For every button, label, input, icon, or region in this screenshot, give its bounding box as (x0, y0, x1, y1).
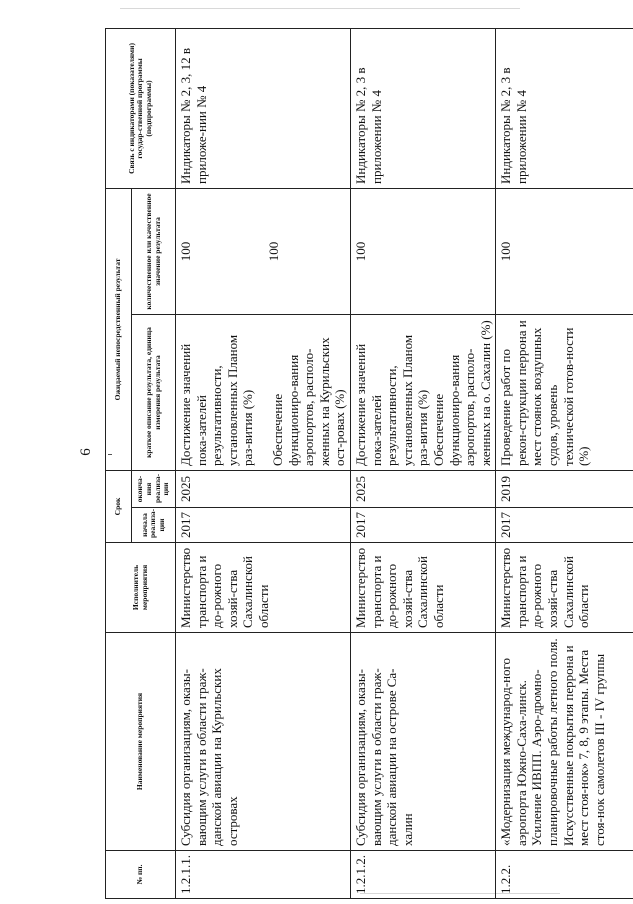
row-link: Индикаторы № 2, 3 в приложении № 4 (350, 28, 495, 188)
row-value-2: 100 (265, 241, 281, 262)
row-start: 2017 (350, 508, 495, 543)
header-number: № пп. (106, 851, 176, 899)
row-name: «Модернизация международ-ного аэропорта Южно-Саха-линск. Усиление ИВПП. Аэро-дромно-планировочные работы летного поля. Искусственные покрытия перрона и мест стоя-нок» 7, 8, 9 этапы. Места стоя-нок самолетов III - IV группы (496, 633, 633, 851)
landscape-content (105, 29, 607, 899)
row-description-1: Достижение значений пока-зателей результативности, установленных Планом раз-вития (%) (352, 334, 431, 466)
row-number: 1.2.1.1. (176, 851, 351, 899)
row-start: 2017 (176, 508, 351, 543)
header-result: Ожидаемый непосредственный результат (106, 188, 132, 470)
row-value: 100 (350, 188, 495, 314)
spacer (256, 319, 270, 466)
row-description-1: Достижение значений пока-зателей результативности, установленных Планом раз-вития (%) (178, 334, 256, 466)
row-link: Индикаторы № 2, 3, 12 в приложе-нии № 4 (176, 28, 351, 188)
row-description: Проведение работ по рекон-струкции перрона и мест стоянок воздушных судов, уровень технической готов-ности (%) (496, 314, 633, 470)
row-executor: Министерство транспорта и до-рожного хозяй-ства Сахалинской области (350, 543, 495, 633)
table-row (496, 28, 633, 898)
row-value: 100 (496, 188, 633, 314)
row-description (350, 314, 495, 470)
header-result-desc: краткое описание результата, единица измерения результата (132, 314, 176, 470)
header-link: Связь с индикаторами (показателями) государ-ственной программы (подпрограммы) (106, 28, 176, 188)
row-name: Субсидия организациям, оказы-вающим услуги в области граж-данской авиации на Курильских островах (176, 633, 351, 851)
row-link: Индикаторы № 2, 3 в приложении № 4 (496, 28, 633, 188)
row-name: Субсидия организациям, оказы-вающим услуги в области граж-данской авиации на острове Са-халин (350, 633, 495, 851)
row-number: 1.2.2. (496, 851, 633, 899)
header-term-start: начала реализа-ции (132, 508, 176, 543)
row-executor: Министерство транспорта и до-рожного хозяй-ства Сахалинской области (496, 543, 633, 633)
measures-table (105, 28, 633, 899)
header-result-value: количественное или качественное значение результата (132, 188, 176, 314)
row-end: 2025 (176, 470, 351, 507)
row-value-1: 100 (178, 241, 193, 262)
header-term-end: оконча-ния реализа-ции (132, 470, 176, 507)
header-term: Срок (106, 470, 132, 542)
scan-edge-top (120, 8, 520, 9)
row-executor: Министерство транспорта и до-рожного хозяй-ства Сахалинской области (176, 543, 351, 633)
row-number: 1.2.1.2. (350, 851, 495, 899)
table-row (176, 28, 351, 898)
spacer (194, 193, 266, 310)
row-end: 2025 (350, 470, 495, 507)
row-description-2: Обеспечение функциониро-вания аэропортов, располо-женных на о. Сахалин (%) (430, 320, 493, 466)
page-number: 6 (78, 448, 94, 456)
rotated-page (105, 29, 607, 899)
header-executor: Исполнитель мероприятия (106, 543, 176, 633)
table-row (350, 28, 495, 898)
row-start: 2017 (496, 508, 633, 543)
header-name: Наименование мероприятия (106, 633, 176, 851)
row-end: 2019 (496, 470, 633, 507)
row-value (176, 188, 351, 314)
row-description (176, 314, 351, 470)
row-description-2: Обеспечение функциониро-вания аэропортов, располо-женных на Курильских ост-ровах (%) (269, 337, 348, 466)
